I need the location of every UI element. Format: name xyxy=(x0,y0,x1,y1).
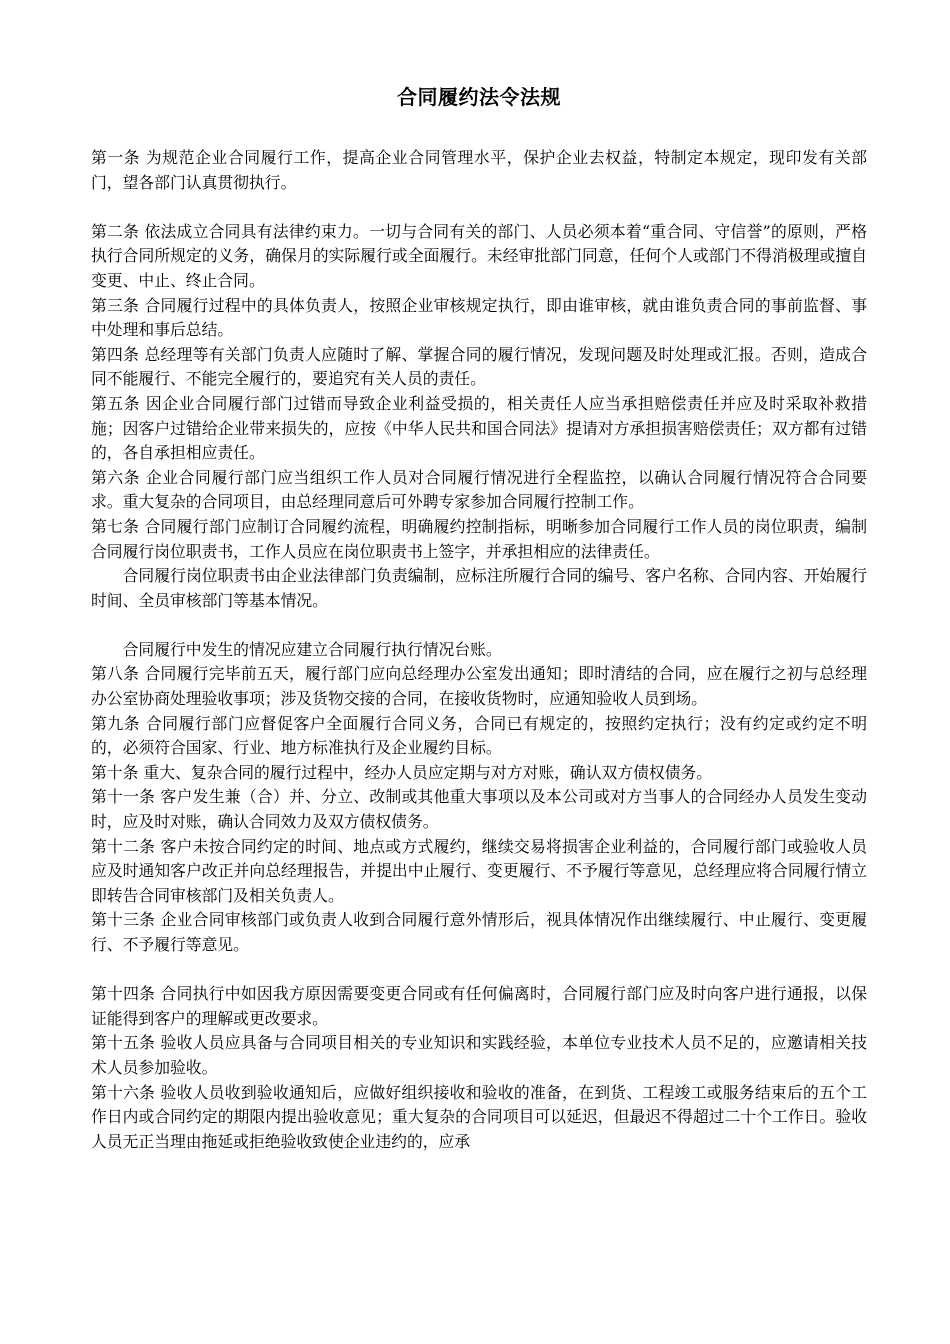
article-7: 第七条 合同履行部门应制订合同履约流程，明确履约控制指标，明晰参加合同履行工作人员的岗位职责，编制合同履行岗位职责书，工作人员应在岗位职责书上签字，并承担相应的法律责任。 xyxy=(91,516,867,561)
article-15: 第十五条 验收人员应具备与合同项目相关的专业知识和实践经验，本单位专业技术人员不足的，应邀请相关技术人员参加验收。 xyxy=(91,1033,867,1077)
article-3: 第三条 合同履行过程中的具体负责人，按照企业审核规定执行，即由谁审核，就由谁负责合同的事前监督、事中处理和事后总结。 xyxy=(91,295,867,340)
article-6: 第六条 企业合同履行部门应当组织工作人员对合同履行情况进行全程监控，以确认合同履行情况符合合同要求。重大复杂的合同项目，由总经理同意后可外聘专家参加合同履行控制工作。 xyxy=(91,467,867,512)
document-title: 合同履约法令法规 xyxy=(397,85,561,109)
article-16: 第十六条 验收人员收到验收通知后，应做好组织接收和验收的准备，在到货、工程竣工或服务结束后的五个工作日内或合同约定的期限内提出验收意见；重大复杂的合同项目可以延迟，但最迟不得超过二十个工作日。验收人员无正当理由拖延或拒绝验收致使企业违约的，应承 xyxy=(91,1082,867,1151)
document-body xyxy=(91,146,867,1154)
article-8: 第八条 合同履行完毕前五天，履行部门应向总经理办公室发出通知；即时清结的合同，应在履行之初与总经理办公室协商处理验收事项；涉及货物交接的合同，在接收货物时，应通知验收人员到场。 xyxy=(91,664,867,709)
blank-line xyxy=(91,613,867,638)
article-12: 第十二条 客户未按合同约定的时间、地点或方式履约，继续交易将损害企业利益的，合同履行部门或验收人员应及时通知客户改正并向总经理报告，并提出中止履行、变更履行、不予履行等意见，总经理应将合同履行情立即转告合同审核部门及相关负责人。 xyxy=(91,836,867,905)
article-13: 第十三条 企业合同审核部门或负责人收到合同履行意外情形后，视具体情况作出继续履行、中止履行、变更履行、不予履行等意见。 xyxy=(91,910,867,954)
article-1: 第一条 为规范企业合同履行工作，提高企业合同管理水平，保护企业去权益，特制定本规定，现印发有关部门，望各部门认真贯彻执行。 xyxy=(91,148,867,192)
article-14: 第十四条 合同执行中如因我方原因需要变更合同或有任何偏离时，合同履行部门应及时向客户进行通报，以保证能得到客户的理解或更改要求。 xyxy=(91,984,867,1028)
article-2: 第二条 依法成立合同具有法律约束力。一切与合同有关的部门、人员必须本着“重合同、守信誉”的原则，严格执行合同所规定的义务，确保月的实际履行或全面履行。未经审批部门同意，任何个人或部门不得消极理或擅自变更、中止、终止合同。 xyxy=(91,221,867,290)
article-7-note: 合同履行岗位职责书由企业法律部门负责编制，应标注所履行合同的编号、客户名称、合同内容、开始履行时间、全员审核部门等基本情况。 xyxy=(91,566,867,610)
article-7-ledger: 合同履行中发生的情况应建立合同履行执行情况台账。 xyxy=(122,639,502,659)
blank-line xyxy=(91,195,867,220)
article-5: 第五条 因企业合同履行部门过错而导致企业利益受损的，相关责任人应当承担赔偿责任并应及时采取补救措施；因客户过错给企业带来损失的，应按《中华人民共和国合同法》提请对方承担损害赔偿责任；双方都有过错的，各自承担相应责任。 xyxy=(91,393,867,463)
blank-line xyxy=(91,958,867,983)
document-page xyxy=(91,0,867,1154)
article-9: 第九条 合同履行部门应督促客户全面履行合同义务，合同已有规定的，按照约定执行；没有约定或约定不明的，必须符合国家、行业、地方标准执行及企业履约目标。 xyxy=(91,713,867,758)
article-11: 第十一条 客户发生兼（合）并、分立、改制或其他重大事项以及本公司或对方当事人的合同经办人员发生变动时，应及时对账，确认合同效力及双方债权债务。 xyxy=(91,787,867,832)
article-4: 第四条 总经理等有关部门负责人应随时了解、掌握合同的履行情况，发现问题及时处理或汇报。否则，造成合同不能履行、不能完全履行的，要追究有关人员的责任。 xyxy=(91,344,867,389)
article-10: 第十条 重大、复杂合同的履行过程中，经办人员应定期与对方对账，确认双方债权债务。 xyxy=(91,762,713,782)
